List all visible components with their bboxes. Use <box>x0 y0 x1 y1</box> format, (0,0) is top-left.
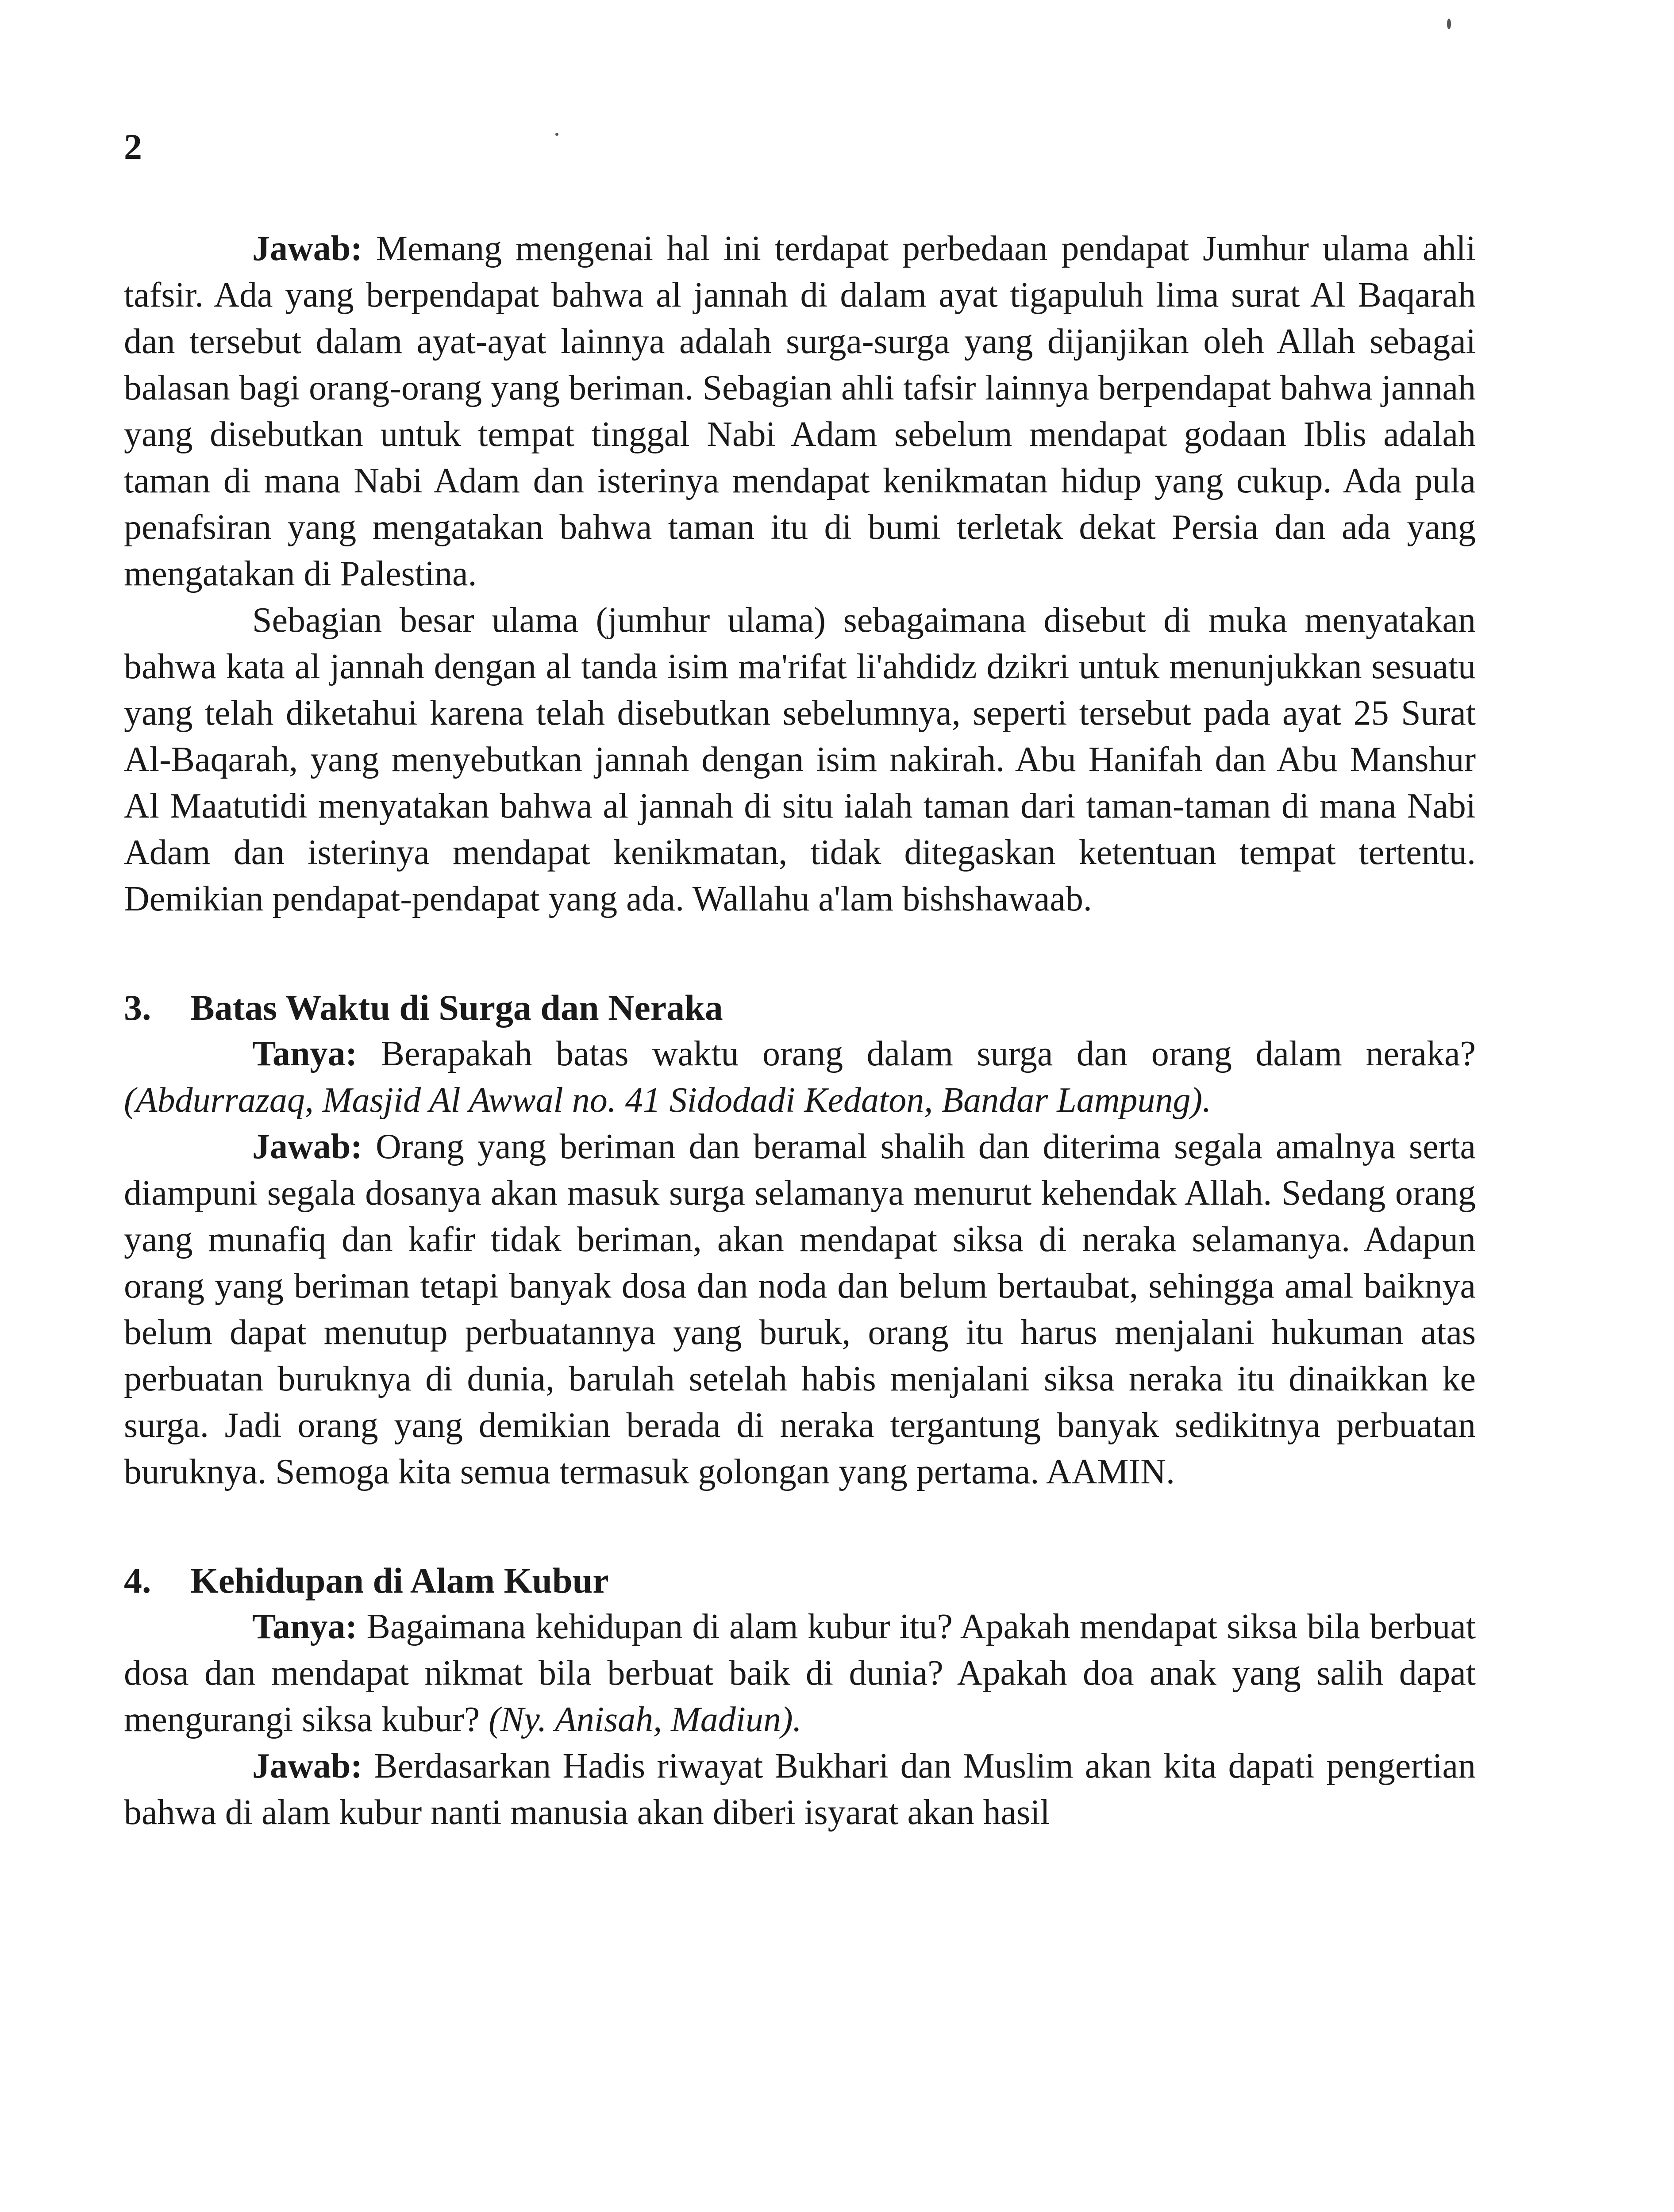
intro-answer-text: Memang mengenai hal ini terdapat perbedaan pendapat Jumhur ulama ahli tafsir. Ada yang berpendapat bahwa al jannah di dalam ayat tigapuluh lima surat Al Baqarah dan tersebut dalam ayat-ayat lainnya adalah surga-surga yang dijanjikan oleh Allah sebagai balasan bagi orang-orang yang beriman. Sebagian ahli tafsir lainnya berpendapat bahwa jannah yang disebutkan untuk tempat tinggal Nabi Adam sebelum mendapat godaan Iblis adalah taman di mana Nabi Adam dan isterinya mendapat kenikmatan hidup yang cukup. Ada pula penafsiran yang mengatakan bahwa taman itu di bumi terletak dekat Persia dan ada yang mengatakan di Palestina. <box>124 229 1476 593</box>
scan-speck <box>555 133 558 136</box>
intro-answer-paragraph <box>124 226 1476 597</box>
tanya-label: Tanya: <box>252 1034 358 1073</box>
section-4-question-source: (Ny. Anisah, Madiun). <box>489 1700 802 1739</box>
section-4-answer <box>124 1743 1476 1836</box>
section-3-number: 3. <box>124 987 151 1028</box>
section-4-question-text: Bagaimana kehidupan di alam kubur itu? Apakah mendapat siksa bila berbuat dosa dan mendapat nikmat bila berbuat baik di dunia? Apakah doa anak yang salih dapat mengurangi siksa kubur? <box>124 1607 1476 1739</box>
page-body <box>124 226 1476 1836</box>
intro-paragraph-2: Sebagian besar ulama (jumhur ulama) sebagaimana disebut di muka menyatakan bahwa kata al jannah dengan al tanda isim ma'rifat li'ahdidz dzikri untuk menunjukkan sesuatu yang telah diketahui karena telah disebutkan sebelumnya, seperti tersebut pada ayat 25 Surat Al-Baqarah, yang menyebutkan jannah dengan isim nakirah. Abu Hanifah dan Abu Manshur Al Maatutidi menyatakan bahwa al jannah di situ ialah taman dari taman-taman di mana Nabi Adam dan isterinya mendapat kenikmatan, tidak ditegaskan ketentuan tempat tertentu. Demikian pendapat-pendapat yang ada. Wallahu a'lam bishshawaab. <box>124 601 1476 918</box>
page-number: 2 <box>124 127 142 167</box>
section-3-title: Batas Waktu di Surga dan Neraka <box>190 987 723 1028</box>
jawab-label: Jawab: <box>252 1747 362 1786</box>
section-3-answer-text: Orang yang beriman dan beramal shalih dan diterima segala amalnya serta diampuni segala dosanya akan masuk surga selamanya menurut kehendak Allah. Sedang orang yang munafiq dan kafir tidak beriman, akan mendapat siksa di neraka selamanya. Adapun orang yang beriman tetapi banyak dosa dan noda dan belum bertaubat, sehingga amal baiknya belum dapat menutup perbuatannya yang buruk, orang itu harus menjalani hukuman atas perbuatan buruknya di dunia, barulah setelah habis menjalani siksa neraka itu dinaikkan ke surga. Jadi orang yang demikian berada di neraka tergantung banyak sedikitnya perbuatan buruknya. Semoga kita semua termasuk golongan yang pertama. AAMIN. <box>124 1127 1476 1491</box>
jawab-label: Jawab: <box>252 229 362 268</box>
section-3-question-text: Berapakah batas waktu orang dalam surga dan orang dalam neraka? <box>381 1034 1476 1073</box>
jawab-label: Jawab: <box>252 1127 362 1166</box>
section-4-heading <box>124 1557 1476 1604</box>
section-3-answer <box>124 1124 1476 1495</box>
section-4-question <box>124 1604 1476 1743</box>
section-4-number: 4. <box>124 1560 151 1601</box>
section-4-answer-text: Berdasarkan Hadis riwayat Bukhari dan Muslim akan kita dapati pengertian bahwa di alam kubur nanti manusia akan diberi isyarat akan hasil <box>124 1747 1476 1832</box>
section-3-heading <box>124 984 1476 1031</box>
section-3-question-source: (Abdurrazaq, Masjid Al Awwal no. 41 Sidodadi Kedaton, Bandar Lampung). <box>124 1081 1212 1120</box>
tanya-label: Tanya: <box>252 1607 358 1646</box>
section-4-title: Kehidupan di Alam Kubur <box>190 1560 609 1601</box>
scan-speck <box>1447 19 1451 29</box>
section-3-question <box>124 1031 1476 1124</box>
